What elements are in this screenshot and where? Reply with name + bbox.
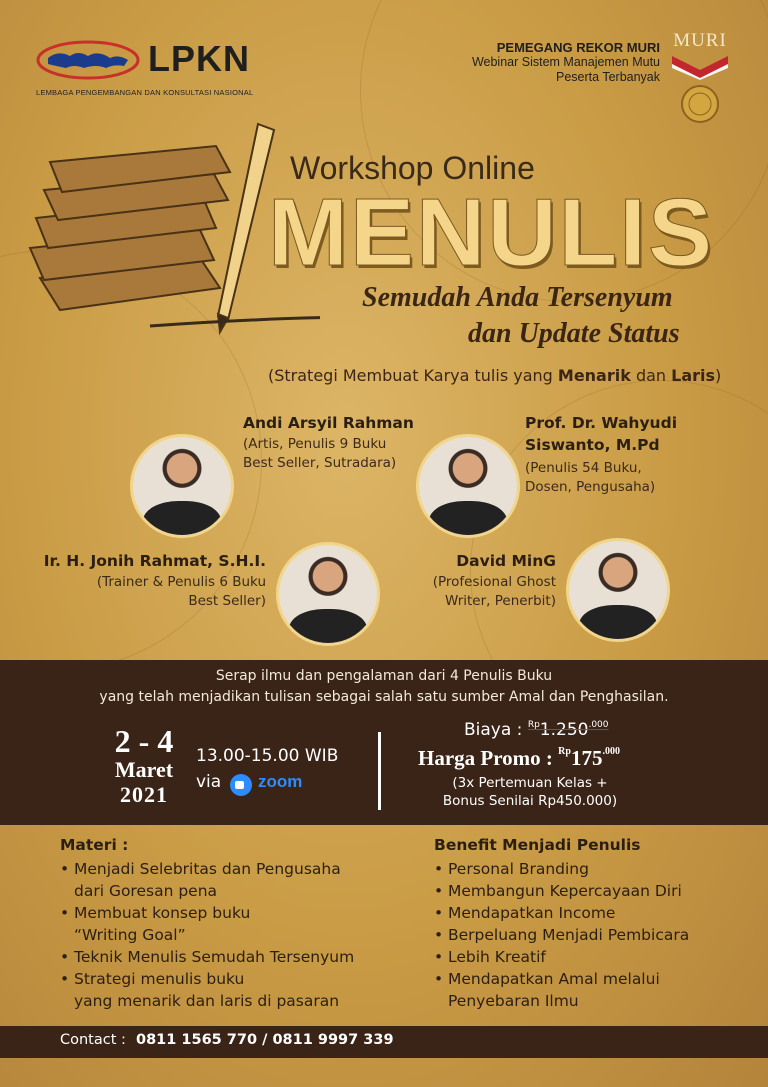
event-info-band [0, 660, 768, 825]
list-item: • Membangun Kepercayaan Diri [434, 882, 682, 900]
speaker-photo-andi [130, 434, 234, 538]
speaker-name: Prof. Dr. Wahyudi [525, 414, 678, 432]
main-title: MENULIS [268, 179, 714, 286]
muri-wordmark: MURI [673, 30, 727, 51]
zoom-camera-icon [230, 774, 252, 796]
muri-flag-icon [668, 52, 732, 80]
old-price [528, 720, 609, 740]
contact-bar [0, 1026, 768, 1058]
intro-line: yang telah menjadikan tulisan sebagai salah satu sumber Amal dan Penghasilan. [99, 689, 669, 705]
materi-list [60, 858, 390, 1012]
record-title: PEMEGANG REKOR MURI [496, 40, 660, 55]
speaker-desc: Dosen, Pengusaha) [525, 479, 656, 495]
currency-label: Rp [558, 746, 571, 757]
speaker-desc: (Trainer & Penulis 6 Buku [96, 574, 266, 590]
speaker-photo-wahyudi [416, 434, 520, 538]
promo-note-line: Bonus Senilai Rp450.000) [442, 793, 618, 809]
list-item-text: Mendapatkan Income [448, 904, 616, 922]
benefit-list [434, 858, 734, 1012]
old-price-value: 1.250 [539, 720, 589, 740]
intro-text [0, 666, 768, 708]
globe-map-icon [36, 40, 140, 80]
price-label: Biaya : [464, 720, 528, 740]
benefit-title: Benefit Menjadi Penulis [434, 836, 641, 854]
speaker-photo-david [566, 538, 670, 642]
strategy-tagline [268, 366, 721, 385]
date-days: 2 - 4 [114, 723, 174, 759]
regular-price [464, 720, 609, 740]
list-item: • Strategi menulis buku yang menarik dan laris di pasaran [60, 970, 340, 1010]
list-item: • Mendapatkan Amal melalui Penyebaran Ilmu [434, 970, 660, 1010]
list-item-text: Berpeluang Menjadi Pembicara [448, 926, 690, 944]
date-year: 2021 [120, 782, 168, 807]
contact-phone-numbers[interactable]: 0811 1565 770 / 0811 9997 339 [136, 1032, 394, 1048]
speaker-desc: Best Seller) [188, 593, 266, 609]
list-item-text: Personal Branding [448, 860, 589, 878]
strategy-text: dan [630, 366, 672, 385]
list-item: • Menjadi Selebritas dan Pengusaha dari Goresan pena [60, 860, 341, 900]
list-item: • Personal Branding [434, 860, 589, 878]
list-item: • Berpeluang Menjadi Pembicara [434, 926, 690, 944]
list-item-text: Membuat konsep buku “Writing Goal” [74, 904, 251, 944]
promo-note [430, 774, 630, 810]
list-item-text: Lebih Kreatif [448, 948, 546, 966]
speaker-photo-jonih [276, 542, 380, 646]
speaker-desc: (Artis, Penulis 9 Buku [243, 436, 387, 452]
promo-price-cents: .000 [602, 746, 620, 757]
speaker-name: Siswanto, M.Pd [525, 436, 660, 454]
record-line: Webinar Sistem Manajemen Mutu [471, 55, 660, 69]
list-item: • Membuat konsep buku “Writing Goal” [60, 904, 251, 944]
subtitle-line2: dan Update Status [468, 318, 680, 349]
muri-logo [668, 30, 732, 126]
list-item: • Lebih Kreatif [434, 948, 546, 966]
record-line: Peserta Terbanyak [556, 70, 660, 84]
list-item-text: Strategi menulis buku yang menarik dan laris di pasaran [74, 970, 340, 1010]
contact-label: Contact : [60, 1032, 126, 1048]
old-price-cents: .000 [588, 720, 609, 730]
speaker-desc: (Penulis 54 Buku, [525, 460, 642, 476]
speaker-desc: Writer, Penerbit) [444, 593, 556, 609]
logo-wordmark: LPKN [148, 38, 250, 79]
via-label: via [196, 772, 222, 792]
strategy-bold: Laris [671, 366, 716, 385]
currency-label: Rp [527, 720, 540, 730]
promo-price-value: 175 [570, 746, 603, 770]
list-item-text: Menjadi Selebritas dan Pengusaha dari Goresan pena [74, 860, 341, 900]
promo-price [418, 746, 620, 771]
speaker-name: Ir. H. Jonih Rahmat, S.H.I. [43, 552, 266, 570]
zoom-wordmark: zoom [258, 772, 303, 791]
strategy-text: ) [715, 366, 722, 385]
date-month: Maret [114, 757, 174, 782]
speaker-desc: Best Seller, Sutradara) [243, 455, 397, 471]
event-date [104, 724, 184, 808]
speaker-name: David MinG [456, 552, 556, 570]
list-item: • Teknik Menulis Semudah Tersenyum [60, 948, 355, 966]
muri-record-text [472, 40, 660, 85]
vertical-divider [378, 732, 381, 810]
list-item-text: Mendapatkan Amal melalui Penyebaran Ilmu [448, 970, 660, 1010]
lpkn-logo [36, 38, 296, 98]
strategy-text: (Strategi Membuat Karya tulis yang [268, 366, 558, 385]
intro-line: Serap ilmu dan pengalaman dari 4 Penulis Buku [215, 668, 553, 684]
speaker-name: Andi Arsyil Rahman [243, 414, 414, 432]
workshop-label: Workshop Online [290, 150, 535, 186]
speaker-desc: (Profesional Ghost [432, 574, 556, 590]
event-time: 13.00-15.00 WIB [196, 746, 339, 766]
materi-title: Materi : [60, 836, 129, 854]
muri-medal-icon [680, 84, 720, 124]
list-item-text: Membangun Kepercayaan Diri [448, 882, 682, 900]
promo-label: Harga Promo : [418, 746, 559, 770]
logo-subtitle: LEMBAGA PENGEMBANGAN DAN KONSULTASI NASIONAL [36, 88, 254, 97]
strategy-bold: Menarik [557, 366, 631, 385]
list-item: • Mendapatkan Income [434, 904, 616, 922]
promo-note-line: (3x Pertemuan Kelas + [452, 775, 608, 791]
subtitle-line1: Semudah Anda Tersenyum [362, 282, 673, 313]
list-item-text: Teknik Menulis Semudah Tersenyum [74, 948, 355, 966]
